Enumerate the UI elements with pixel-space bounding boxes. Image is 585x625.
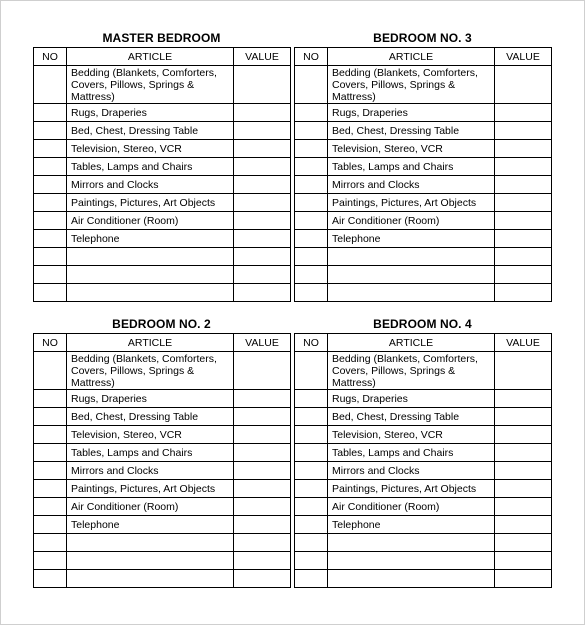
header-article: ARTICLE — [67, 334, 234, 352]
inventory-table — [33, 333, 291, 588]
header-article: ARTICLE — [328, 334, 495, 352]
value-cell[interactable] — [234, 194, 291, 212]
article-cell — [67, 552, 234, 570]
value-cell[interactable] — [495, 390, 552, 408]
table-row — [34, 534, 291, 552]
article-cell: Bed, Chest, Dressing Table — [328, 122, 495, 140]
article-cell: Mirrors and Clocks — [67, 462, 234, 480]
table-row — [34, 498, 291, 516]
table-row — [295, 462, 552, 480]
article-cell: Television, Stereo, VCR — [67, 140, 234, 158]
table-row — [34, 408, 291, 426]
value-cell[interactable] — [234, 426, 291, 444]
no-cell[interactable] — [34, 194, 67, 212]
table-row — [34, 140, 291, 158]
article-cell: Rugs, Draperies — [67, 104, 234, 122]
article-cell: Telephone — [67, 516, 234, 534]
value-cell[interactable] — [495, 104, 552, 122]
no-cell[interactable] — [295, 140, 328, 158]
table-header-row — [34, 334, 291, 352]
header-article: ARTICLE — [67, 48, 234, 66]
no-cell[interactable] — [295, 352, 328, 390]
no-cell[interactable] — [295, 570, 328, 588]
header-no: NO — [34, 334, 67, 352]
article-cell: Bedding (Blankets, Comforters, Covers, Pillows, Springs & Mattress) — [67, 66, 234, 104]
no-cell[interactable] — [34, 104, 67, 122]
value-cell[interactable] — [234, 176, 291, 194]
value-cell[interactable] — [495, 158, 552, 176]
table-row — [34, 570, 291, 588]
value-cell[interactable] — [234, 352, 291, 390]
article-cell — [328, 284, 495, 302]
no-cell[interactable] — [34, 480, 67, 498]
no-cell[interactable] — [34, 570, 67, 588]
article-cell: Paintings, Pictures, Art Objects — [67, 194, 234, 212]
no-cell[interactable] — [295, 444, 328, 462]
table-row — [34, 158, 291, 176]
table-row — [295, 480, 552, 498]
value-cell[interactable] — [234, 462, 291, 480]
value-cell[interactable] — [495, 66, 552, 104]
no-cell[interactable] — [34, 284, 67, 302]
no-cell[interactable] — [295, 390, 328, 408]
value-cell[interactable] — [234, 516, 291, 534]
value-cell[interactable] — [495, 230, 552, 248]
article-cell: Rugs, Draperies — [328, 390, 495, 408]
article-cell — [67, 266, 234, 284]
no-cell[interactable] — [34, 498, 67, 516]
article-cell — [67, 248, 234, 266]
table-row — [295, 352, 552, 390]
value-cell[interactable] — [495, 552, 552, 570]
section-bedroom-2 — [33, 315, 290, 588]
article-cell: Bed, Chest, Dressing Table — [67, 408, 234, 426]
no-cell[interactable] — [295, 176, 328, 194]
no-cell[interactable] — [295, 516, 328, 534]
no-cell[interactable] — [295, 408, 328, 426]
value-cell[interactable] — [495, 444, 552, 462]
article-cell: Tables, Lamps and Chairs — [328, 444, 495, 462]
table-row — [34, 390, 291, 408]
value-cell[interactable] — [234, 498, 291, 516]
value-cell[interactable] — [495, 176, 552, 194]
value-cell[interactable] — [495, 212, 552, 230]
article-cell: Mirrors and Clocks — [67, 176, 234, 194]
no-cell[interactable] — [295, 194, 328, 212]
table-row — [295, 390, 552, 408]
article-cell — [328, 552, 495, 570]
article-cell: Tables, Lamps and Chairs — [328, 158, 495, 176]
value-cell[interactable] — [495, 266, 552, 284]
value-cell[interactable] — [234, 66, 291, 104]
article-cell: Bedding (Blankets, Comforters, Covers, Pillows, Springs & Mattress) — [67, 352, 234, 390]
no-cell[interactable] — [34, 66, 67, 104]
article-cell: Rugs, Draperies — [67, 390, 234, 408]
table-row — [295, 194, 552, 212]
table-row — [295, 104, 552, 122]
no-cell[interactable] — [295, 534, 328, 552]
no-cell[interactable] — [295, 462, 328, 480]
value-cell[interactable] — [234, 390, 291, 408]
article-cell: Tables, Lamps and Chairs — [67, 444, 234, 462]
article-cell: Telephone — [67, 230, 234, 248]
no-cell[interactable] — [34, 122, 67, 140]
article-cell: Mirrors and Clocks — [328, 176, 495, 194]
no-cell[interactable] — [34, 408, 67, 426]
value-cell[interactable] — [495, 140, 552, 158]
article-cell: Tables, Lamps and Chairs — [67, 158, 234, 176]
table-row — [295, 158, 552, 176]
no-cell[interactable] — [34, 176, 67, 194]
value-cell[interactable] — [234, 212, 291, 230]
header-value: VALUE — [495, 48, 552, 66]
table-row — [295, 570, 552, 588]
article-cell: Bedding (Blankets, Comforters, Covers, Pillows, Springs & Mattress) — [328, 66, 495, 104]
value-cell[interactable] — [495, 284, 552, 302]
section-master-bedroom — [33, 29, 290, 302]
value-cell[interactable] — [495, 570, 552, 588]
header-no: NO — [34, 48, 67, 66]
header-no: NO — [295, 334, 328, 352]
table-row — [295, 534, 552, 552]
table-row — [295, 426, 552, 444]
table-row — [34, 104, 291, 122]
table-row — [34, 66, 291, 104]
table-row — [34, 248, 291, 266]
no-cell[interactable] — [295, 498, 328, 516]
table-row — [34, 122, 291, 140]
value-cell[interactable] — [495, 480, 552, 498]
table-header-row — [295, 334, 552, 352]
no-cell[interactable] — [295, 66, 328, 104]
header-value: VALUE — [234, 334, 291, 352]
value-cell[interactable] — [495, 462, 552, 480]
no-cell[interactable] — [34, 140, 67, 158]
value-cell[interactable] — [234, 248, 291, 266]
article-cell — [328, 570, 495, 588]
no-cell[interactable] — [34, 212, 67, 230]
article-cell: Bed, Chest, Dressing Table — [328, 408, 495, 426]
no-cell[interactable] — [34, 516, 67, 534]
value-cell[interactable] — [234, 552, 291, 570]
header-value: VALUE — [495, 334, 552, 352]
table-row — [295, 408, 552, 426]
table-row — [34, 444, 291, 462]
header-no: NO — [295, 48, 328, 66]
article-cell — [67, 534, 234, 552]
article-cell: Television, Stereo, VCR — [67, 426, 234, 444]
article-cell: Paintings, Pictures, Art Objects — [328, 194, 495, 212]
value-cell[interactable] — [495, 426, 552, 444]
article-cell — [67, 570, 234, 588]
table-row — [295, 516, 552, 534]
article-cell: Mirrors and Clocks — [328, 462, 495, 480]
table-header-row — [295, 48, 552, 66]
table-row — [295, 212, 552, 230]
table-row — [34, 266, 291, 284]
article-cell: Air Conditioner (Room) — [328, 498, 495, 516]
table-row — [34, 480, 291, 498]
article-cell: Telephone — [328, 230, 495, 248]
article-cell — [328, 534, 495, 552]
article-cell: Bedding (Blankets, Comforters, Covers, Pillows, Springs & Mattress) — [328, 352, 495, 390]
article-cell: Air Conditioner (Room) — [328, 212, 495, 230]
value-cell[interactable] — [495, 498, 552, 516]
table-row — [295, 122, 552, 140]
value-cell[interactable] — [495, 534, 552, 552]
value-cell[interactable] — [234, 534, 291, 552]
value-cell[interactable] — [234, 122, 291, 140]
value-cell[interactable] — [234, 104, 291, 122]
article-cell: Television, Stereo, VCR — [328, 426, 495, 444]
value-cell[interactable] — [234, 570, 291, 588]
table-row — [34, 176, 291, 194]
header-article: ARTICLE — [328, 48, 495, 66]
no-cell[interactable] — [34, 248, 67, 266]
article-cell: Rugs, Draperies — [328, 104, 495, 122]
table-row — [34, 194, 291, 212]
table-row — [295, 498, 552, 516]
no-cell[interactable] — [295, 230, 328, 248]
no-cell[interactable] — [34, 426, 67, 444]
section-title: BEDROOM NO. 2 — [112, 317, 211, 331]
no-cell[interactable] — [295, 284, 328, 302]
no-cell[interactable] — [34, 390, 67, 408]
table-row — [295, 444, 552, 462]
article-cell: Paintings, Pictures, Art Objects — [67, 480, 234, 498]
value-cell[interactable] — [234, 158, 291, 176]
no-cell[interactable] — [34, 230, 67, 248]
section-title: BEDROOM NO. 4 — [373, 317, 472, 331]
value-cell[interactable] — [495, 516, 552, 534]
no-cell[interactable] — [295, 122, 328, 140]
section-title: BEDROOM NO. 3 — [373, 31, 472, 45]
table-row — [295, 66, 552, 104]
no-cell[interactable] — [295, 248, 328, 266]
table-row — [295, 552, 552, 570]
table-row — [34, 462, 291, 480]
value-cell[interactable] — [495, 248, 552, 266]
table-row — [295, 248, 552, 266]
article-cell — [328, 266, 495, 284]
section-title: MASTER BEDROOM — [102, 31, 221, 45]
inventory-table — [294, 47, 552, 302]
value-cell[interactable] — [234, 444, 291, 462]
table-row — [295, 140, 552, 158]
table-header-row — [34, 48, 291, 66]
article-cell — [67, 284, 234, 302]
no-cell[interactable] — [34, 444, 67, 462]
no-cell[interactable] — [34, 352, 67, 390]
article-cell — [328, 248, 495, 266]
value-cell[interactable] — [234, 480, 291, 498]
table-row — [295, 284, 552, 302]
no-cell[interactable] — [295, 104, 328, 122]
table-row — [295, 176, 552, 194]
header-value: VALUE — [234, 48, 291, 66]
article-cell: Telephone — [328, 516, 495, 534]
no-cell[interactable] — [295, 158, 328, 176]
value-cell[interactable] — [495, 408, 552, 426]
no-cell[interactable] — [34, 534, 67, 552]
no-cell[interactable] — [34, 158, 67, 176]
article-cell: Air Conditioner (Room) — [67, 498, 234, 516]
no-cell[interactable] — [295, 266, 328, 284]
table-row — [34, 352, 291, 390]
no-cell[interactable] — [295, 480, 328, 498]
value-cell[interactable] — [234, 266, 291, 284]
section-bedroom-3 — [294, 29, 551, 302]
value-cell[interactable] — [234, 230, 291, 248]
article-cell: Air Conditioner (Room) — [67, 212, 234, 230]
table-row — [34, 426, 291, 444]
table-row — [295, 266, 552, 284]
no-cell[interactable] — [34, 552, 67, 570]
no-cell[interactable] — [295, 552, 328, 570]
value-cell[interactable] — [495, 194, 552, 212]
no-cell[interactable] — [34, 266, 67, 284]
value-cell[interactable] — [495, 122, 552, 140]
table-row — [34, 552, 291, 570]
table-row — [34, 284, 291, 302]
inventory-table — [294, 333, 552, 588]
value-cell[interactable] — [495, 352, 552, 390]
section-bedroom-4 — [294, 315, 551, 588]
inventory-table — [33, 47, 291, 302]
table-row — [34, 230, 291, 248]
article-cell: Paintings, Pictures, Art Objects — [328, 480, 495, 498]
value-cell[interactable] — [234, 140, 291, 158]
article-cell: Bed, Chest, Dressing Table — [67, 122, 234, 140]
no-cell[interactable] — [295, 426, 328, 444]
table-row — [34, 212, 291, 230]
value-cell[interactable] — [234, 408, 291, 426]
article-cell: Television, Stereo, VCR — [328, 140, 495, 158]
table-row — [34, 516, 291, 534]
value-cell[interactable] — [234, 284, 291, 302]
no-cell[interactable] — [295, 212, 328, 230]
table-row — [295, 230, 552, 248]
no-cell[interactable] — [34, 462, 67, 480]
